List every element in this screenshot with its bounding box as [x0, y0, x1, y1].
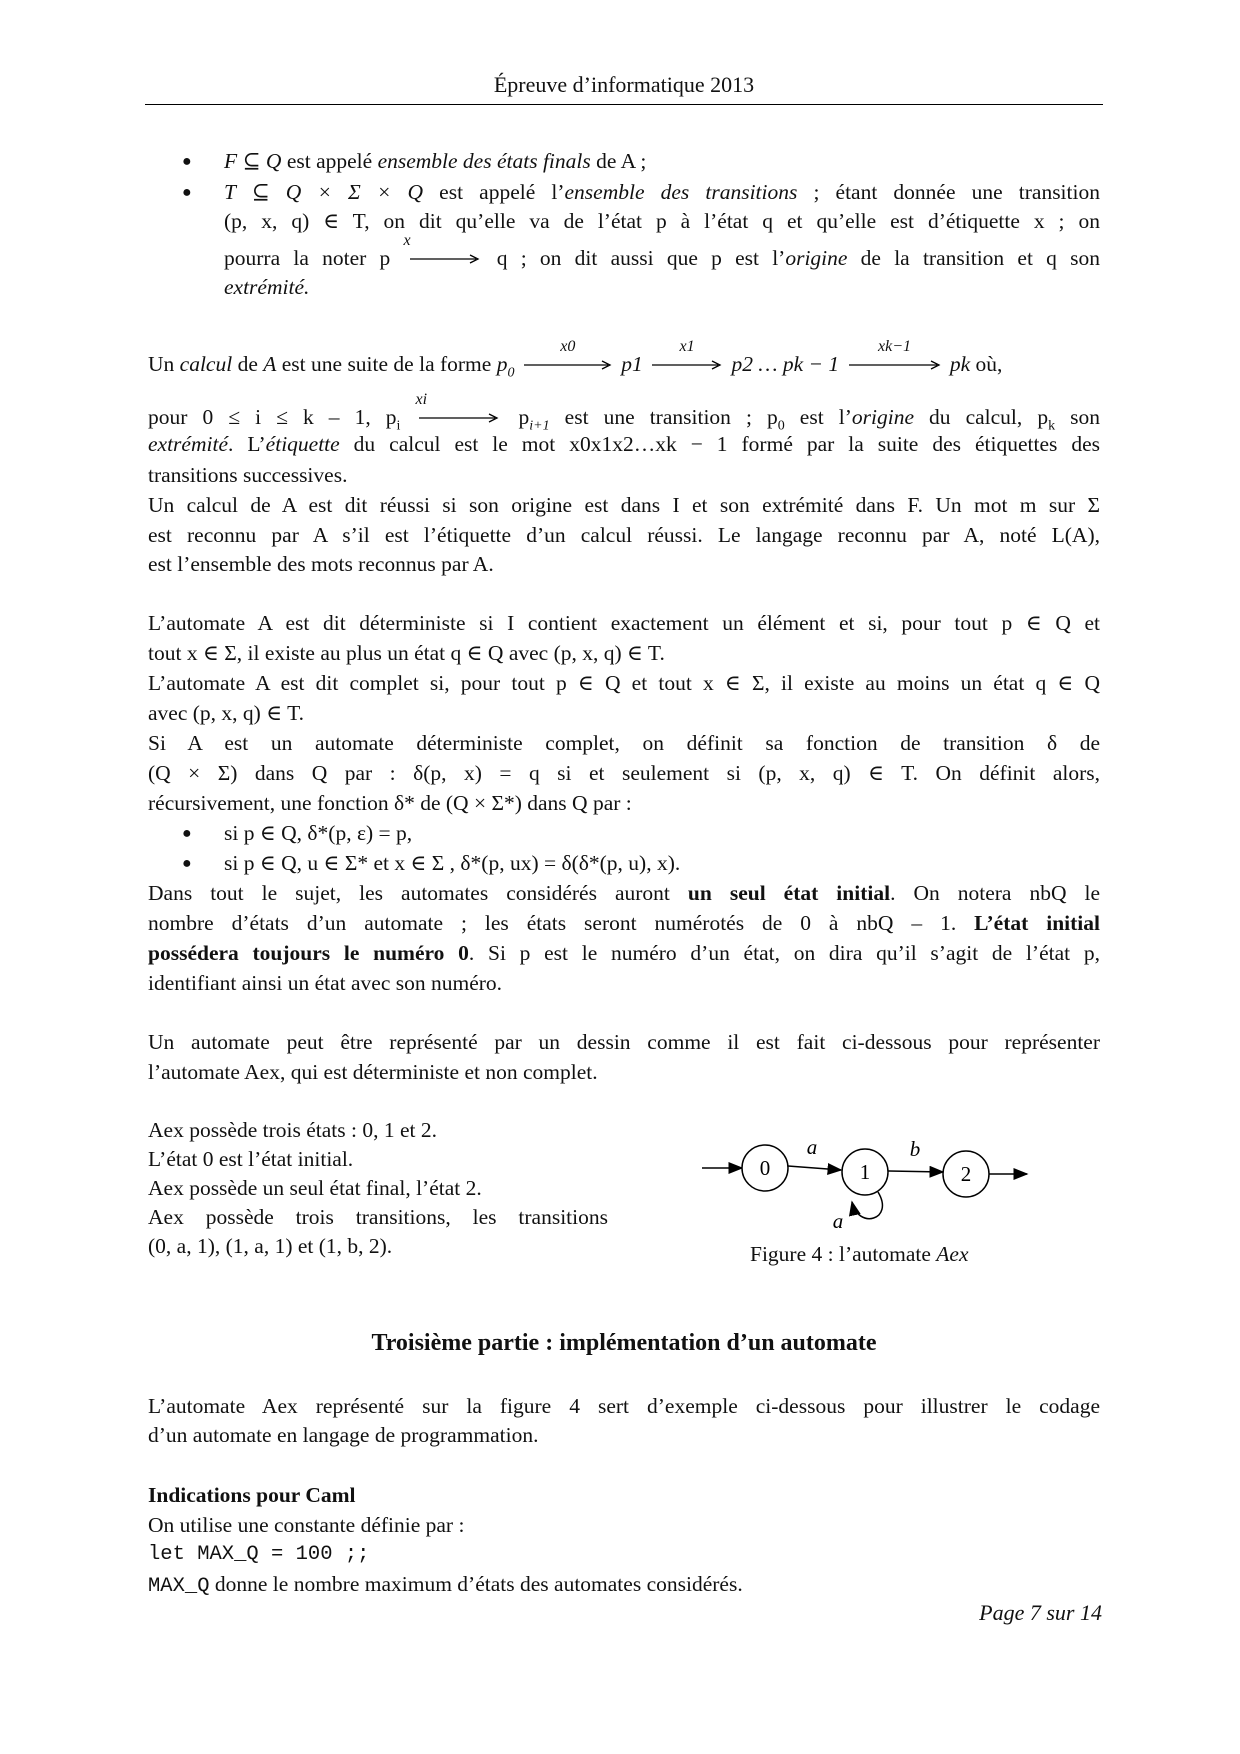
indications-line2: [148, 1570, 1100, 1601]
text: Dans tout le sujet, les automates considérés auront: [148, 881, 688, 905]
determ-line3: L’automate A est dit complet si, pour tout p ∈ Q et tout x ∈ Σ, il existe au moins un état q ∈ Q: [148, 671, 1100, 695]
part3-line1: L’automate Aex représenté sur la figure 4 sert d’exemple ci-dessous pour illustrer le codage: [148, 1394, 1100, 1418]
text: donne le nombre maximum d’états des automates considérés.: [209, 1572, 743, 1596]
section-title: Troisième partie : implémentation d’un automate: [371, 1330, 877, 1356]
term: étiquette: [265, 432, 340, 456]
text: . Si p est le numéro d’un état, on dira qu’il s’agit de l’état p,: [468, 941, 1100, 965]
calcul-line7: est l’ensemble des mots reconnus par A.: [148, 552, 494, 576]
determ-line7: récursivement, une fonction δ* de (Q × Σ*) dans Q par :: [148, 791, 632, 815]
arrow-x1: [648, 338, 726, 375]
state-2-label: 2: [960, 1162, 972, 1186]
text: si p ∈ Q, u ∈ Σ* et x ∈ Σ , δ*(p, ux) = δ(δ*(p, u), x).: [224, 851, 681, 875]
aex-line: Aex possède trois transitions, les transitions: [148, 1205, 608, 1229]
determ-line4: avec (p, x, q) ∈ T.: [148, 701, 305, 725]
bullet-dot: ●: [182, 855, 192, 872]
code-line: let MAX_Q = 100 ;;: [148, 1543, 370, 1566]
text: est appelé: [281, 149, 378, 173]
caption-text: Figure 4 : l’automate: [750, 1242, 937, 1266]
arrow-x0: [520, 338, 616, 375]
arrow-xi: [415, 391, 503, 428]
text: de: [232, 352, 264, 376]
repr-line1: Un automate peut être représenté par un dessin comme il est fait ci-dessous pour représenter: [148, 1030, 1100, 1054]
arrow-label: xk−1: [878, 338, 911, 355]
calcul-line6: est reconnu par A s’il est l’étiquette d’un calcul réussi. Le langage reconnu par A, noté L(A),: [148, 523, 1100, 547]
arrow-label: x1: [679, 338, 695, 355]
aex-line: Aex possède trois états : 0, 1 et 2.: [148, 1118, 438, 1142]
text: de A ;: [590, 149, 647, 173]
caption-italic: Aex: [936, 1242, 969, 1266]
subscript: i+1: [529, 418, 550, 434]
bullet-dot: ●: [182, 825, 192, 842]
repr-line2: l’automate Aex, qui est déterministe et non complet.: [148, 1060, 598, 1084]
transition-0-1: [788, 1166, 841, 1170]
text: extrémité.: [224, 275, 310, 299]
bold-text: possédera toujours le numéro 0: [148, 941, 469, 965]
bold-text: un seul état initial: [687, 881, 891, 905]
text: du calcul, p: [913, 405, 1049, 429]
text: est appelé l’: [423, 180, 565, 204]
text: ; étant donnée une transition: [797, 180, 1100, 204]
state-1-label: 1: [859, 1160, 871, 1184]
text: son: [1055, 405, 1101, 429]
arrow-xk1: [845, 338, 945, 375]
text: p1: [621, 352, 643, 376]
calcul-line3: [148, 430, 1100, 459]
text: est une transition ; p: [549, 405, 778, 429]
term: ensemble des états finals: [377, 149, 591, 173]
transition-arrow: [403, 232, 484, 269]
determ-line10: [148, 939, 1100, 968]
aex-line: L’état 0 est l’état initial.: [148, 1147, 354, 1171]
label-b-1-2: b: [909, 1137, 921, 1161]
bullet-delta-star-rec: [182, 849, 1100, 878]
bullet-dot: ●: [182, 184, 192, 201]
term: calcul: [179, 352, 233, 376]
arrow-label: x0: [560, 338, 576, 355]
indications-line1: On utilise une constante définie par :: [148, 1513, 465, 1537]
code-inline: MAX_Q: [148, 1575, 210, 1598]
part3-line2: d’un automate en langage de programmation.: [148, 1423, 539, 1447]
text: de la transition et q son: [847, 246, 1101, 270]
text: A: [263, 352, 277, 376]
page-number: Page 7 sur 14: [979, 1600, 1102, 1625]
bullet-dot: ●: [182, 153, 192, 170]
text: Un: [148, 352, 180, 376]
aex-line: (0, a, 1), (1, a, 1) et (1, b, 2).: [148, 1234, 393, 1258]
text: pourra la noter p: [224, 246, 391, 270]
term: ensemble des transitions: [564, 180, 798, 204]
text: est l’: [784, 405, 852, 429]
calcul-line5: Un calcul de A est dit réussi si son origine est dans I et son extrémité dans F. Un mot m sur Σ: [148, 493, 1100, 517]
arrow-label: xi: [415, 391, 428, 408]
figure-caption: [750, 1240, 1030, 1269]
text: pour 0 ≤ i ≤ k – 1, p: [148, 405, 397, 429]
text: (p, x, q) ∈ T, on dit qu’elle va de l’état p à l’état q et qu’elle est d’étiquette x ; on: [224, 209, 1100, 233]
text: où,: [970, 352, 1003, 376]
text: du calcul est le mot x0x1x2…xk − 1 formé par la suite des étiquettes des: [339, 432, 1100, 456]
text: p: [518, 405, 530, 429]
subscript: k: [1048, 418, 1056, 434]
text: q ; on dit aussi que p est l’: [496, 246, 786, 270]
determ-line5: Si A est un automate déterministe complet, on définit sa fonction de transition δ de: [148, 731, 1100, 755]
bullet-delta-star-base: [182, 819, 1100, 848]
determ-line8: [148, 879, 1100, 908]
determ-line6: (Q × Σ) dans Q par : δ(p, x) = q si et seulement si (p, x, q) ∈ T. On définit alors,: [148, 761, 1100, 785]
calcul-line4: transitions successives.: [148, 463, 348, 487]
text: p2 … pk − 1: [731, 352, 840, 376]
text: pk: [949, 352, 971, 376]
determ-line11: identifiant ainsi un état avec son numéro.: [148, 971, 503, 995]
arrow-label: x: [403, 232, 411, 249]
subscript: 0: [507, 365, 515, 381]
bullet-final-states: [182, 147, 1100, 176]
formula: F ⊆ Q: [224, 149, 282, 173]
determ-line1: L’automate A est dit déterministe si I contient exactement un élément et si, pour tout p ∈ Q et: [148, 611, 1100, 635]
aex-description: [148, 1116, 608, 1261]
text: si p ∈ Q, δ*(p, ε) = p,: [224, 821, 413, 845]
formula: T ⊆ Q × Σ × Q: [224, 180, 424, 204]
term: origine: [785, 246, 848, 270]
transition-1-2: [888, 1171, 943, 1172]
calcul-line1: Un calcul de A est une suite de la forme $p_0$ x0 p1 x1 p2 … pk − 1 xk−1 pk où,: [148, 338, 1003, 381]
aex-line: Aex possède un seul état final, l’état 2.: [148, 1176, 482, 1200]
text: . L’: [228, 432, 266, 456]
loop-1-1: [852, 1192, 882, 1219]
bullet-transitions: [182, 178, 1101, 302]
indications-title: Indications pour Caml: [148, 1483, 356, 1507]
determ-line9: [148, 909, 1100, 938]
term: extrémité: [148, 432, 228, 456]
automaton-figure: [690, 1120, 1070, 1260]
label-a-loop: a: [832, 1209, 844, 1233]
bold-text: L’état initial: [974, 911, 1100, 935]
header-rule: [145, 104, 1103, 105]
text: nombre d’états d’un automate ; les états seront numérotés de 0 à nbQ – 1.: [148, 911, 975, 935]
determ-line2: tout x ∈ Σ, il existe au plus un état q ∈ Q avec (p, x, q) ∈ T.: [148, 641, 665, 665]
text: est une suite de la forme: [276, 352, 497, 376]
page-header: Épreuve d’informatique 2013: [493, 72, 755, 97]
text: . On notera nbQ le: [890, 881, 1100, 905]
subscript: i: [396, 418, 401, 434]
term: origine: [851, 405, 914, 429]
label-a-0-1: a: [806, 1135, 818, 1159]
state-0-label: 0: [759, 1156, 771, 1180]
subscript: 0: [777, 418, 785, 434]
